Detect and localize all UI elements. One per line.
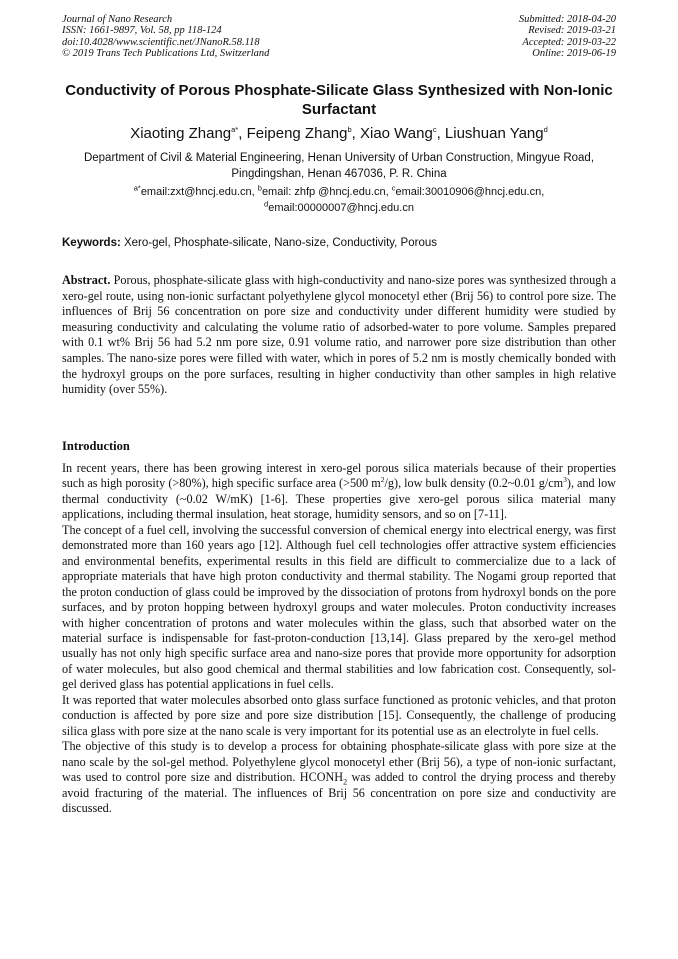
paragraph: The concept of a fuel cell, involving the successful conversion of chemical energy into electrical energy, was first demonstrated more than 160 years ago [12]. Although fuel cell technologies offer attractive system efficiencies and environmental benefits, experimental results in this field are difficult to commercialize due to a lack of appropriate materials that have high proton conductivity and thermal stability. The Nogami group reported that the proton conduction of glass could be improved by the dissociation of protons from hydroxyl bonds on the pore surfaces, and by proton hopping between hydroxyl groups and water molecules. Proton conductivity increases with higher concentration of protons and water molecules within the glass, such that absorbed water on the material surface is indispensable for fast-proton-conduction [13,14]. Glass prepared by the xero-gel method usually has not only high specific surface area and nano-size pores that provide more opportunity for adsorption of water molecules, but also good chemical and thermal stabilities and low fabrication cost. Consequently, sol-gel derived glass has potential applications in fuel cells. xyxy=(62,522,616,692)
email-sup: b xyxy=(257,183,262,193)
affiliation xyxy=(50,150,628,182)
author-list xyxy=(40,124,638,144)
author-sep: , xyxy=(351,125,360,142)
introduction-body xyxy=(62,461,616,816)
issn-volume: ISSN: 1661-9897, Vol. 58, pp 118-124 xyxy=(62,25,222,37)
author-emails xyxy=(50,185,628,216)
abstract xyxy=(62,273,616,398)
email-sup: d xyxy=(264,198,269,208)
email-address[interactable]: email:30010906@hncj.edu.cn, xyxy=(395,186,545,198)
keywords-label: Keywords: xyxy=(62,237,121,249)
section-heading: Introduction xyxy=(62,439,130,453)
online-date: Online: 2019-06-19 xyxy=(532,48,616,60)
text-run: was added to control the drying process and thereby avoid fracturing of the material. The influences of Brij 56 concentration on pore size and conductivity are discussed. xyxy=(62,770,616,815)
subscript: 2 xyxy=(343,777,348,787)
email-sup: c xyxy=(391,183,396,193)
keywords-text: Xero-gel, Phosphate-silicate, Nano-size, Conductivity, Porous xyxy=(120,237,437,249)
doi[interactable]: doi:10.4028/www.scientific.net/JNanoR.58.118 xyxy=(62,36,260,48)
article-dates xyxy=(519,14,616,60)
author-sup: c xyxy=(432,125,437,134)
author-name: Liushuan Yang xyxy=(444,125,544,142)
submitted-date: Submitted: 2018-04-20 xyxy=(518,14,616,25)
author-sep: , xyxy=(436,125,445,142)
accepted-date: Accepted: 2019-03-22 xyxy=(522,36,616,48)
journal-info xyxy=(62,14,269,60)
abstract-label: Abstract. xyxy=(62,273,111,287)
affiliation-line: Pingdingshan, Henan 467036, P. R. China xyxy=(231,168,447,180)
text-run: The objective of this study is to develop a process for obtaining phosphate-silicate glass with pore size at the nano scale by the sol-gel method. Polyethylene glycol monocetyl ether (Brij 56), a type of non-ionic surfactant, was used to control pore size and distribution. HCONH xyxy=(62,739,616,785)
email-sup: a* xyxy=(133,183,141,193)
paragraph xyxy=(62,739,616,816)
author-name: Xiao Wang xyxy=(359,125,433,142)
text-run: /g), low bulk density (0.2~0.01 g/cm xyxy=(384,476,564,491)
email-address[interactable]: email:zxt@hncj.edu.cn, xyxy=(140,186,258,198)
email-address[interactable]: email: zhfp @hncj.edu.cn, xyxy=(261,186,392,198)
copyright: © 2019 Trans Tech Publications Ltd, Switzerland xyxy=(62,48,270,60)
author-name: Xiaoting Zhang xyxy=(130,125,232,142)
author-sup: b xyxy=(347,125,352,134)
text-run: In recent years, there has been growing interest in xero-gel porous silica materials because of their properties such as high porosity (>80%), high specific surface area (>500 m xyxy=(62,461,616,491)
abstract-text: Porous, phosphate-silicate glass with high-conductivity and nano-size pores was synthesized through a xero-gel route, using non-ionic surfactant polyethylene glycol monocetyl ether (Brij 56) to control pore size. The influences of Brij 56 concentration on pore size and conductivity under different humidity were studied by measuring conductivity and calculating the volume ratio of adsorbed-water to pore volume. Samples prepared with 0.1 wt% Brij 56 had 5.2 nm pore size, 0.91 volume ratio, and narrower pore size distribution than other samples. The nano-size pores were filled with water, which in pores of 5.2 nm is mostly chemically bonded with the hydroxyl groups on the pore surfaces, resulting in higher conductivity than other samples in high relative humidity (over 55%). xyxy=(62,273,616,397)
superscript: 2 xyxy=(380,475,385,485)
journal-name: Journal of Nano Research xyxy=(62,14,173,25)
paragraph xyxy=(62,461,616,523)
text-run: ), and low thermal conductivity (~0.02 W/mK) [1-6]. These properties give xero-gel porous silica material many applications, including thermal insulation, heat storage, humidity sensors, and so on [7-11]. xyxy=(62,476,616,522)
keywords xyxy=(62,236,618,251)
author-sup: a* xyxy=(231,125,239,134)
email-address[interactable]: email:00000007@hncj.edu.cn xyxy=(268,201,414,214)
author-sep: , xyxy=(238,125,247,142)
author-name: Feipeng Zhang xyxy=(246,125,348,142)
paper-title: Conductivity of Porous Phosphate-Silicate Glass Synthesized with Non-Ionic Surfactant xyxy=(65,82,613,118)
revised-date: Revised: 2019-03-21 xyxy=(528,25,616,37)
paragraph: It was reported that water molecules absorbed onto glass surface functioned as protonic vehicles, and that proton conduction is affected by pore size and pore size distribution [15]. Consequently, the challenge of producing silica glass with pore size at the nano scale is very important for its potential use as an electrolyte in fuel cells. xyxy=(62,692,616,738)
affiliation-line: Department of Civil & Material Engineering, Henan University of Urban Construction, Mingyue Road, xyxy=(83,152,595,164)
superscript: 3 xyxy=(563,475,567,485)
author-sup: d xyxy=(543,125,548,134)
